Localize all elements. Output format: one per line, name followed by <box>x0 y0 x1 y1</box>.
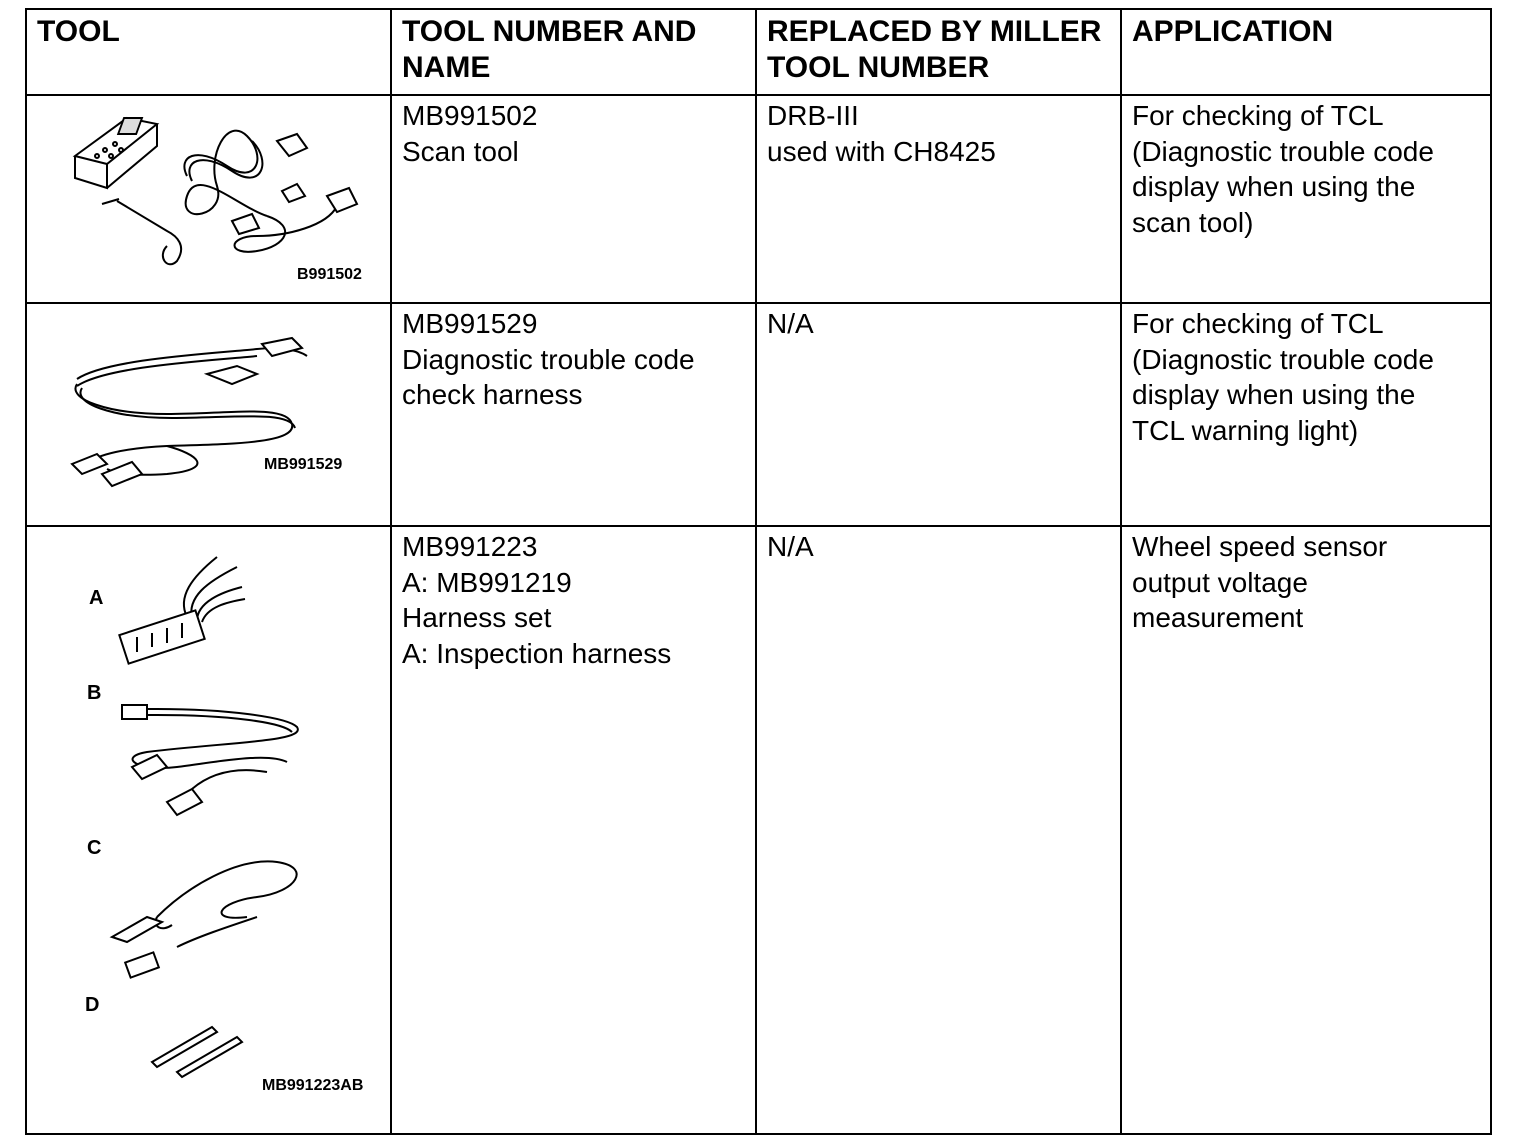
item-letter-c: C <box>87 837 102 859</box>
table-row <box>26 526 1491 1134</box>
table-row <box>26 303 1491 526</box>
header-application: APPLICATION <box>1121 9 1491 95</box>
replaced-by-cell: N/A <box>756 303 1121 526</box>
tool-number-cell: MB991529 Diagnostic trouble code check harness <box>391 303 756 526</box>
replaced-by-cell: DRB-III used with CH8425 <box>756 95 1121 303</box>
header-row <box>26 9 1491 95</box>
tool-number-cell: MB991223 A: MB991219 Harness set A: Inspection harness <box>391 526 756 1134</box>
application-cell: For checking of TCL (Diagnostic trouble code display when using the TCL warning light) <box>1121 303 1491 526</box>
header-replaced-by: REPLACED BY MILLER TOOL NUMBER <box>756 9 1121 95</box>
application-cell: For checking of TCL (Diagnostic trouble code display when using the scan tool) <box>1121 95 1491 303</box>
special-tools-table <box>25 8 1492 1135</box>
tool-image-caption: MB991529 <box>264 456 343 473</box>
replaced-by-cell: N/A <box>756 526 1121 1134</box>
tool-number-cell: MB991502 Scan tool <box>391 95 756 303</box>
tool-image-cell <box>26 526 391 1134</box>
tool-image-caption: MB991223AB <box>262 1077 364 1094</box>
header-tool: TOOL <box>26 9 391 95</box>
tool-image-cell <box>26 303 391 526</box>
header-tool-number: TOOL NUMBER AND NAME <box>391 9 756 95</box>
item-letter-a: A <box>89 587 104 609</box>
item-letter-b: B <box>87 682 102 704</box>
table-row <box>26 95 1491 303</box>
check-harness-illustration <box>27 304 390 525</box>
harness-set-illustration <box>27 527 390 1133</box>
tool-image-caption: B991502 <box>297 266 362 283</box>
application-cell: Wheel speed sensor output voltage measurement <box>1121 526 1491 1134</box>
item-letter-d: D <box>85 994 100 1016</box>
tool-image-cell <box>26 95 391 303</box>
